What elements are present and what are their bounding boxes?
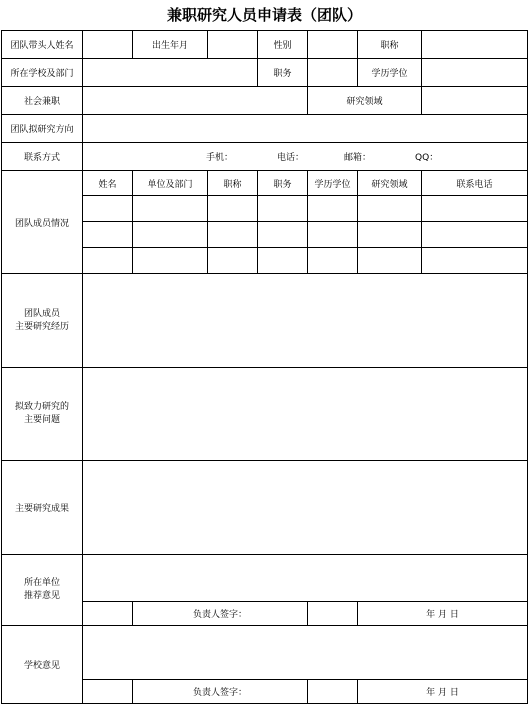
members-label: 团队成员情况 — [2, 171, 83, 274]
school-opinion-cell[interactable] — [83, 626, 528, 680]
school-dept-label: 所在学校及部门 — [2, 59, 83, 87]
school-sign-blank — [308, 680, 358, 704]
plan-direction-row — [2, 115, 528, 143]
achievements-cell[interactable] — [83, 461, 528, 555]
position-cell[interactable] — [308, 59, 358, 87]
research-field-label: 研究领域 — [308, 87, 422, 115]
problems-label — [2, 368, 83, 461]
experience-label — [2, 274, 83, 368]
member-cell[interactable] — [208, 222, 258, 248]
gender-cell[interactable] — [308, 31, 358, 59]
experience-cell[interactable] — [83, 274, 528, 368]
unit-opinion-label-line2: 推荐意见 — [23, 591, 60, 601]
members-header-phone: 联系电话 — [422, 171, 528, 196]
unit-opinion-label — [2, 555, 83, 626]
unit-opinion-label-line1: 所在单位 — [23, 578, 60, 588]
title-rank-cell[interactable] — [422, 31, 528, 59]
position-label: 职务 — [258, 59, 308, 87]
member-cell[interactable] — [133, 248, 208, 274]
social-post-cell[interactable] — [83, 87, 308, 115]
problems-label-line1: 拟致力研究的 — [14, 402, 69, 412]
email-label: 邮箱： — [344, 153, 372, 163]
leader-info-row — [2, 31, 528, 59]
member-cell[interactable] — [83, 248, 133, 274]
achievements-row — [2, 461, 528, 555]
social-post-row — [2, 87, 528, 115]
experience-row — [2, 274, 528, 368]
plan-direction-label: 团队拟研究方向 — [2, 115, 83, 143]
problems-cell[interactable] — [83, 368, 528, 461]
member-cell[interactable] — [422, 196, 528, 222]
member-cell[interactable] — [422, 248, 528, 274]
member-cell[interactable] — [358, 196, 422, 222]
unit-signer-label: 负责人签字： — [133, 602, 308, 626]
members-header-name: 姓名 — [83, 171, 133, 196]
leader-name-cell[interactable] — [83, 31, 133, 59]
member-cell[interactable] — [83, 222, 133, 248]
birth-cell[interactable] — [208, 31, 258, 59]
member-cell[interactable] — [358, 248, 422, 274]
school-opinion-row — [2, 626, 528, 680]
title-rank-label: 职称 — [358, 31, 422, 59]
members-header-field: 研究领域 — [358, 171, 422, 196]
achievements-label: 主要研究成果 — [2, 461, 83, 555]
degree-label: 学历学位 — [358, 59, 422, 87]
members-header-position: 职务 — [258, 171, 308, 196]
application-form-table — [1, 30, 528, 704]
school-row — [2, 59, 528, 87]
contact-label: 联系方式 — [2, 143, 83, 171]
unit-opinion-row — [2, 555, 528, 602]
research-field-cell[interactable] — [422, 87, 528, 115]
members-header-degree: 学历学位 — [308, 171, 358, 196]
member-cell[interactable] — [133, 196, 208, 222]
member-cell[interactable] — [308, 196, 358, 222]
form-title: 兼职研究人员申请表（团队） — [166, 6, 362, 24]
qq-label: QQ： — [415, 153, 439, 163]
members-header-title: 职称 — [208, 171, 258, 196]
member-cell[interactable] — [258, 248, 308, 274]
school-dept-cell[interactable] — [83, 59, 258, 87]
member-cell[interactable] — [258, 222, 308, 248]
experience-label-line2: 主要研究经历 — [14, 321, 69, 332]
member-cell[interactable] — [83, 196, 133, 222]
unit-sign-blank — [83, 602, 133, 626]
mobile-label: 手机： — [206, 153, 234, 163]
experience-label-line1: 团队成员 — [23, 308, 60, 319]
member-cell[interactable] — [208, 196, 258, 222]
unit-opinion-cell[interactable] — [83, 555, 528, 602]
plan-direction-cell[interactable] — [83, 115, 528, 143]
social-post-label: 社会兼职 — [2, 87, 83, 115]
school-sign-blank — [83, 680, 133, 704]
member-cell[interactable] — [308, 222, 358, 248]
leader-name-label: 团队带头人姓名 — [2, 31, 83, 59]
contact-cell[interactable] — [83, 143, 528, 171]
member-cell[interactable] — [208, 248, 258, 274]
member-cell[interactable] — [308, 248, 358, 274]
unit-sign-blank — [308, 602, 358, 626]
problems-row — [2, 368, 528, 461]
degree-cell[interactable] — [422, 59, 528, 87]
school-date-label: 年 月 日 — [358, 680, 528, 704]
member-cell[interactable] — [258, 196, 308, 222]
birth-label: 出生年月 — [133, 31, 208, 59]
school-opinion-label: 学校意见 — [2, 626, 83, 704]
unit-date-label: 年 月 日 — [358, 602, 528, 626]
member-cell[interactable] — [133, 222, 208, 248]
members-header-row — [2, 171, 528, 196]
member-cell[interactable] — [422, 222, 528, 248]
gender-label: 性别 — [258, 31, 308, 59]
contact-row — [2, 143, 528, 171]
school-signer-label: 负责人签字： — [133, 680, 308, 704]
member-cell[interactable] — [358, 222, 422, 248]
members-header-unit: 单位及部门 — [133, 171, 208, 196]
problems-label-line2: 主要问题 — [23, 415, 60, 425]
phone-label: 电话： — [277, 153, 305, 163]
